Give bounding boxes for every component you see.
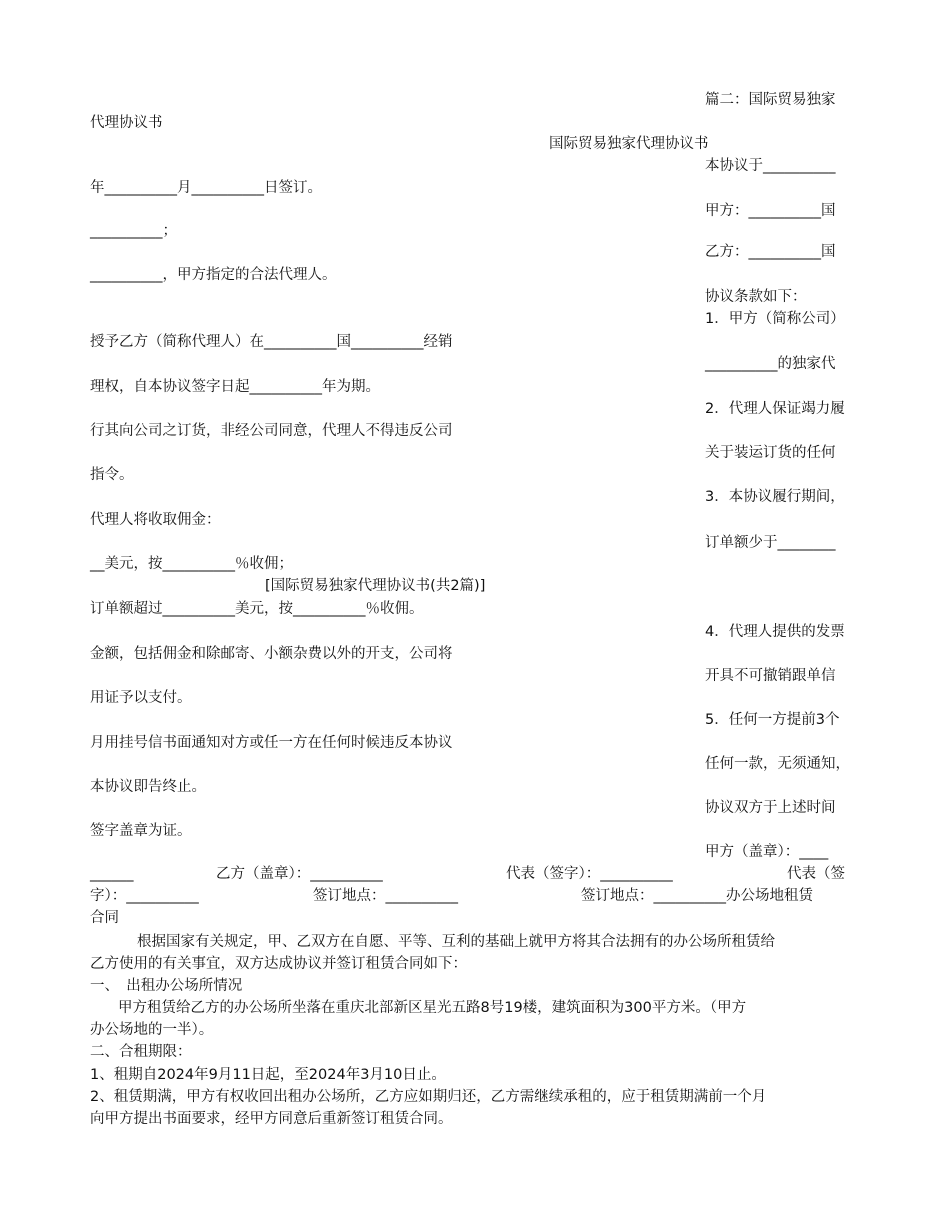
- left-line-2: 年__________月__________日签订。: [90, 180, 322, 196]
- lease-section-2-item-2-line-2: 向甲方提出书面要求，经甲方同意后重新签订租赁合同。: [90, 1111, 453, 1127]
- left-line-12: 金额，包括佣金和除邮寄、小额杂费以外的开支，公司将: [90, 646, 453, 662]
- right-line-12: 4．代理人提供的发票: [705, 624, 845, 640]
- right-line-17: 甲方（盖章）：____: [705, 844, 829, 860]
- representative-a-signature: 代表（签字）：__________: [506, 866, 673, 882]
- right-line-7: __________的独家代: [705, 356, 836, 372]
- left-line-15: 本协议即告终止。: [90, 779, 206, 795]
- lease-section-2-item-2-line-1: 2、租赁期满，甲方有权收回出租办公场所，乙方应如期归还，乙方需继续承租的，应于租赁期满前一个月: [90, 1089, 767, 1105]
- right-line-5: 协议条款如下：: [705, 289, 807, 305]
- right-line-9: 关于装运订货的任何: [705, 445, 836, 461]
- party-b-seal: 乙方（盖章）：__________: [216, 866, 383, 882]
- right-line-2: 本协议于__________: [705, 158, 836, 174]
- signature-blank: ______: [90, 866, 134, 882]
- left-line-11: 订单额超过__________美元，按__________％收佣。: [90, 601, 424, 617]
- center-title: 国际贸易独家代理协议书: [549, 136, 709, 152]
- representative-b-signature-start: 代表（签: [787, 866, 845, 882]
- lease-intro-2: 乙方使用的有关事宜，双方达成协议并签订租赁合同如下：: [90, 956, 467, 972]
- lease-title-end: 合同: [90, 910, 119, 926]
- left-line-13: 用证予以支付。: [90, 690, 192, 706]
- left-line-5: 授予乙方（简称代理人）在__________国__________经销: [90, 334, 453, 350]
- right-line-16: 协议双方于上述时间: [705, 800, 836, 816]
- left-line-1: 代理协议书: [90, 115, 163, 131]
- lease-intro-1: 根据国家有关规定，甲、乙双方在自愿、平等、互利的基础上就甲方将其合法拥有的办公场所租赁给: [137, 934, 775, 950]
- left-line-16: 签字盖章为证。: [90, 823, 192, 839]
- left-line-6: 理权，自本协议签字日起__________年为期。: [90, 379, 380, 395]
- representative-b-signature-end: 字）：__________: [90, 888, 199, 904]
- left-line-14: 月用挂号信书面通知对方或任一方在任何时候违反本协议: [90, 735, 453, 751]
- lease-section-1-body-1: 甲方租赁给乙方的办公场所坐落在重庆北部新区星光五路8号19楼，建筑面积为300平方米。（甲方: [118, 1000, 747, 1016]
- right-line-8: 2．代理人保证竭力履: [705, 401, 845, 417]
- lease-section-2-title: 二、合租期限：: [90, 1044, 192, 1060]
- signing-place-2: 签订地点：__________办公场地租赁: [581, 888, 813, 904]
- left-line-8: 指令。: [90, 467, 134, 483]
- right-line-11: 订单额少于________: [705, 535, 836, 551]
- lease-section-2-item-1: 1、租期自2024年9月11日起，至2024年3月10日止。: [90, 1067, 446, 1083]
- left-line-7: 行其向公司之订货，非经公司同意，代理人不得违反公司: [90, 423, 453, 439]
- right-line-4: 乙方：__________国: [705, 244, 836, 260]
- right-line-14: 5．任何一方提前3个: [705, 712, 840, 728]
- left-line-10: __美元，按__________％收佣；: [90, 556, 293, 572]
- right-line-15: 任何一款，无须通知，: [705, 756, 850, 772]
- right-line-6: 1．甲方（简称公司）: [705, 311, 845, 327]
- left-line-4: __________，甲方指定的合法代理人。: [90, 267, 337, 283]
- lease-section-1-body-2: 办公场地的一半）。: [90, 1022, 214, 1038]
- signing-place-1: 签订地点：__________: [313, 888, 458, 904]
- right-line-10: 3．本协议履行期间，: [705, 489, 845, 505]
- right-line-3: 甲方：__________国: [705, 203, 836, 219]
- document-title-banner: [国际贸易独家代理协议书(共2篇)]: [265, 578, 486, 594]
- right-line-13: 开具不可撤销跟单信: [705, 668, 836, 684]
- left-line-3: __________；: [90, 223, 177, 239]
- left-line-9: 代理人将收取佣金：: [90, 512, 221, 528]
- right-line-1: 篇二：国际贸易独家: [705, 92, 836, 108]
- lease-section-1-title: 一、 出租办公场所情况: [90, 978, 243, 994]
